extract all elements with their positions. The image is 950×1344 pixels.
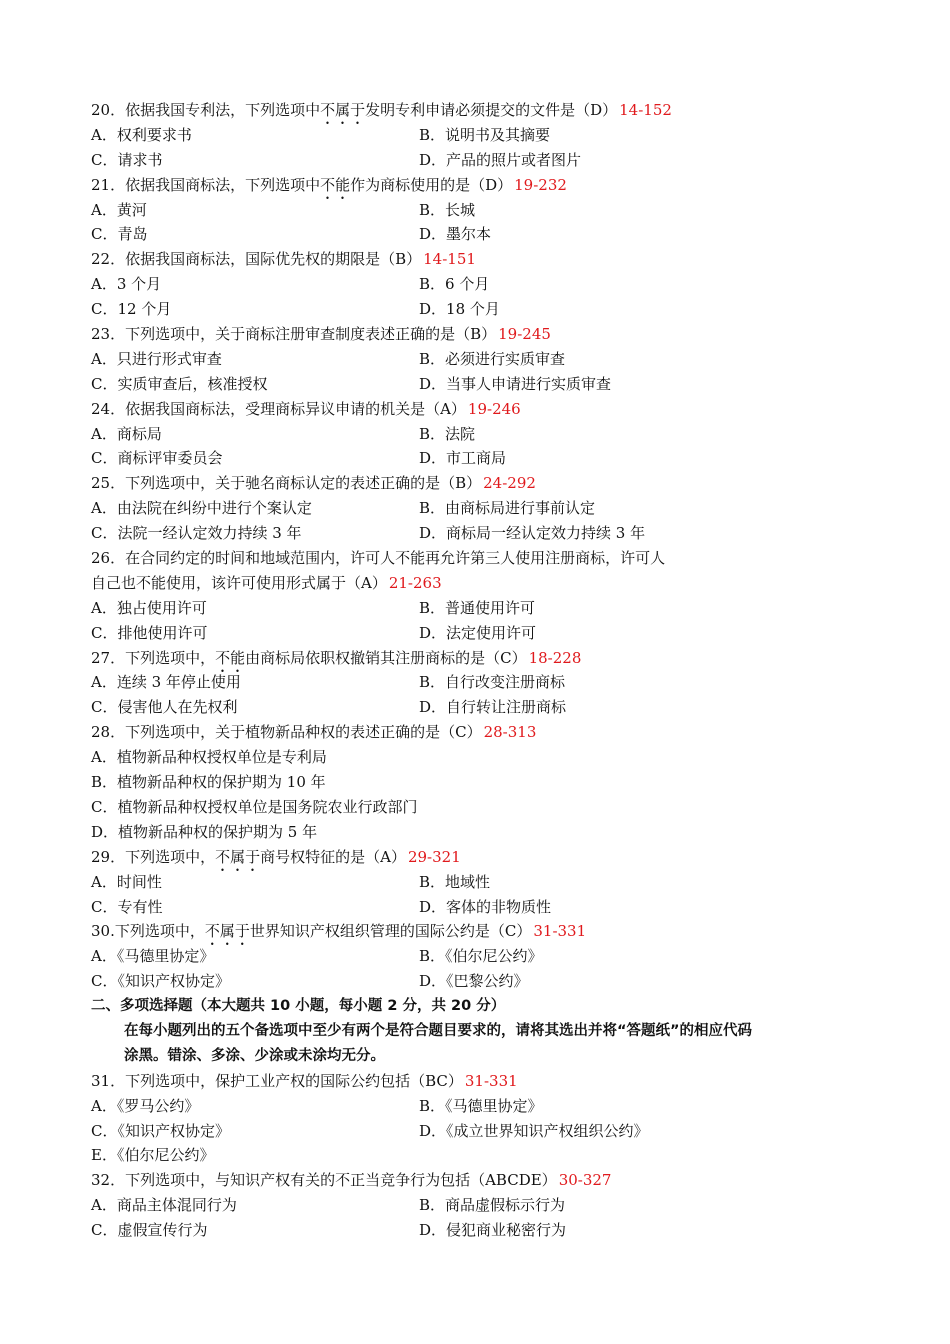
question-stem: 26．在合同约定的时间和地域范围内，许可人不能再允许第三人使用注册商标，许可人	[91, 549, 666, 568]
emphasis-text: 不能	[320, 175, 351, 194]
emphasis-text: 不属于	[320, 101, 366, 119]
option-c: C．排他使用许可	[91, 623, 208, 642]
question-stem: 23．下列选项中，关于商标注册审查制度表述正确的是（B） 19-245	[91, 325, 551, 344]
option-row	[91, 596, 871, 621]
option-b: B．地域性	[419, 872, 491, 891]
option-b: B．商品虚假标示行为	[419, 1196, 566, 1215]
option-row	[91, 198, 871, 223]
option-c: C．专有性	[91, 897, 163, 916]
option-row	[91, 372, 871, 397]
option-d: D．18 个月	[419, 300, 500, 319]
page-reference: 24-292	[483, 474, 536, 493]
question-stem: 25．下列选项中，关于驰名商标认定的表述正确的是（B） 24-292	[91, 474, 536, 493]
option-c: C．侵害他人在先权利	[91, 698, 238, 717]
option-c: C．12 个月	[91, 300, 172, 319]
option-c: C．《知识产权协定》	[91, 1121, 230, 1140]
option-row	[91, 123, 871, 148]
option-a: A．只进行形式审查	[91, 349, 222, 368]
page-reference: 14-151	[423, 250, 476, 269]
option-d: D．植物新品种权的保护期为 5 年	[91, 822, 318, 841]
page-reference: 31-331	[464, 1071, 518, 1090]
option-a: A．时间性	[91, 872, 162, 891]
option-c: C．商标评审委员会	[91, 449, 223, 468]
page-reference: 30-327	[558, 1171, 612, 1190]
question-stem: 21．依据我国商标法，下列选项中不能作为商标使用的是（D） 19-232	[91, 175, 567, 194]
option-row	[91, 895, 871, 920]
option-a: A．3 个月	[91, 275, 162, 294]
option-c: C．植物新品种权授权单位是国务院农业行政部门	[91, 797, 418, 816]
page-reference: 19-245	[498, 325, 551, 344]
question-stem: 24．依据我国商标法，受理商标异议申请的机关是（A） 19-246	[91, 399, 521, 418]
option-d: D．《成立世界知识产权组织公约》	[419, 1121, 649, 1140]
option-a: A．由法院在纠纷中进行个案认定	[91, 499, 312, 518]
option-row	[91, 347, 871, 372]
option-b: B．法院	[419, 424, 476, 443]
option-d: D．产品的照片或者图片	[419, 150, 582, 169]
option-row	[91, 745, 871, 770]
option-d: D．市工商局	[419, 449, 507, 468]
option-row	[91, 695, 871, 720]
option-row	[91, 1193, 871, 1218]
page-reference: 29-321	[407, 847, 461, 866]
option-row	[91, 297, 871, 322]
option-row	[91, 870, 871, 895]
option-b: B．长城	[419, 200, 476, 219]
option-row	[91, 446, 871, 471]
section-heading: 二、多项选择题（本大题共 10 小题，每小题 2 分，共 20 分）	[91, 998, 506, 1015]
option-a: A．商标局	[91, 424, 162, 443]
option-e: E．《伯尔尼公约》	[91, 1146, 215, 1165]
option-d: D．当事人申请进行实质审查	[419, 374, 612, 393]
option-row	[91, 272, 871, 297]
page-reference: 19-232	[514, 175, 567, 194]
option-b: B．《马德里协定》	[419, 1096, 543, 1115]
question-stem: 27．下列选项中，不能由商标局依职权撤销其注册商标的是（C） 18-228	[91, 648, 582, 667]
option-row	[91, 1094, 871, 1119]
option-c: C．请求书	[91, 150, 163, 169]
option-row	[91, 820, 871, 845]
option-row	[91, 422, 871, 447]
option-b: B．由商标局进行事前认定	[419, 499, 596, 518]
option-b: B．普通使用许可	[419, 598, 536, 617]
page-reference: 18-228	[528, 648, 582, 667]
question-stem: 31．下列选项中，保护工业产权的国际公约包括（BC） 31-331	[91, 1071, 518, 1090]
emphasis-text: 不属于	[215, 847, 261, 866]
option-a: A．权利要求书	[91, 125, 192, 144]
option-b: B．自行改变注册商标	[419, 673, 566, 692]
option-c: C．青岛	[91, 225, 148, 244]
option-d: D．客体的非物质性	[419, 897, 552, 916]
option-row	[91, 770, 871, 795]
question-stem: 28．下列选项中，关于植物新品种权的表述正确的是（C） 28-313	[91, 723, 537, 742]
option-d: D．商标局一经认定效力持续 3 年	[419, 524, 646, 543]
option-a: A．独占使用许可	[91, 598, 207, 617]
section-instructions: 在每小题列出的五个备选项中至少有两个是符合题目要求的，请将其选出并将“答题纸”的相应代码	[124, 1022, 753, 1039]
option-a: A．植物新品种权授权单位是专利局	[91, 748, 327, 767]
page-reference: 21-263	[388, 573, 442, 592]
page-reference: 28-313	[483, 723, 537, 742]
option-b: B．《伯尔尼公约》	[419, 947, 543, 966]
exam-page	[91, 98, 871, 1243]
option-a: A．《罗马公约》	[91, 1096, 200, 1115]
option-b: B．6 个月	[419, 275, 490, 294]
question-stem: 30.下列选项中，不属于世界知识产权组织管理的国际公约是（C） 31-331	[91, 922, 587, 941]
question-stem-continued: 自己也不能使用，该许可使用形式属于（A） 21-263	[91, 573, 442, 592]
option-d: D．法定使用许可	[419, 623, 537, 642]
option-d: D．《巴黎公约》	[419, 972, 529, 991]
option-row	[91, 621, 871, 646]
emphasis-text: 不能	[215, 648, 246, 667]
option-row	[91, 795, 871, 820]
page-reference: 19-246	[467, 399, 521, 418]
section-instructions-continued: 涂黑。错涂、多涂、少涂或未涂均无分。	[124, 1047, 385, 1064]
question-stem: 32．下列选项中，与知识产权有关的不正当竞争行为包括（ABCDE） 30-327	[91, 1171, 612, 1190]
option-c: C．实质审查后，核准授权	[91, 374, 268, 393]
option-row	[91, 148, 871, 173]
option-c: C．法院一经认定效力持续 3 年	[91, 524, 302, 543]
option-a: A．《马德里协定》	[91, 947, 215, 966]
option-d: D．墨尔本	[419, 225, 492, 244]
option-row	[91, 1119, 871, 1144]
option-row	[91, 496, 871, 521]
emphasis-text: 不属于	[204, 922, 250, 941]
question-stem: 22．依据我国商标法，国际优先权的期限是（B） 14-151	[91, 250, 476, 269]
option-b: B．说明书及其摘要	[419, 125, 551, 144]
option-d: D．侵犯商业秘密行为	[419, 1221, 567, 1240]
option-c: C．虚假宣传行为	[91, 1221, 208, 1240]
option-row	[91, 670, 871, 695]
option-row	[91, 1218, 871, 1243]
page-reference: 14-152	[619, 101, 672, 119]
option-row	[91, 222, 871, 247]
option-b: B．植物新品种权的保护期为 10 年	[91, 773, 326, 792]
option-a: A．黄河	[91, 200, 147, 219]
question-stem: 29．下列选项中，不属于商号权特征的是（A） 29-321	[91, 847, 461, 866]
option-row	[91, 521, 871, 546]
option-row	[91, 944, 871, 969]
option-a: A．商品主体混同行为	[91, 1196, 237, 1215]
option-b: B．必须进行实质审查	[419, 349, 566, 368]
option-a: A．连续 3 年停止使用	[91, 673, 241, 692]
page-reference: 31-331	[533, 922, 587, 941]
option-c: C．《知识产权协定》	[91, 972, 230, 991]
option-row	[91, 969, 871, 994]
question-stem: 20．依据我国专利法，下列选项中不属于发明专利申请必须提交的文件是（D） 14-152	[91, 101, 672, 119]
option-d: D．自行转让注册商标	[419, 698, 567, 717]
option-row	[91, 1143, 871, 1168]
